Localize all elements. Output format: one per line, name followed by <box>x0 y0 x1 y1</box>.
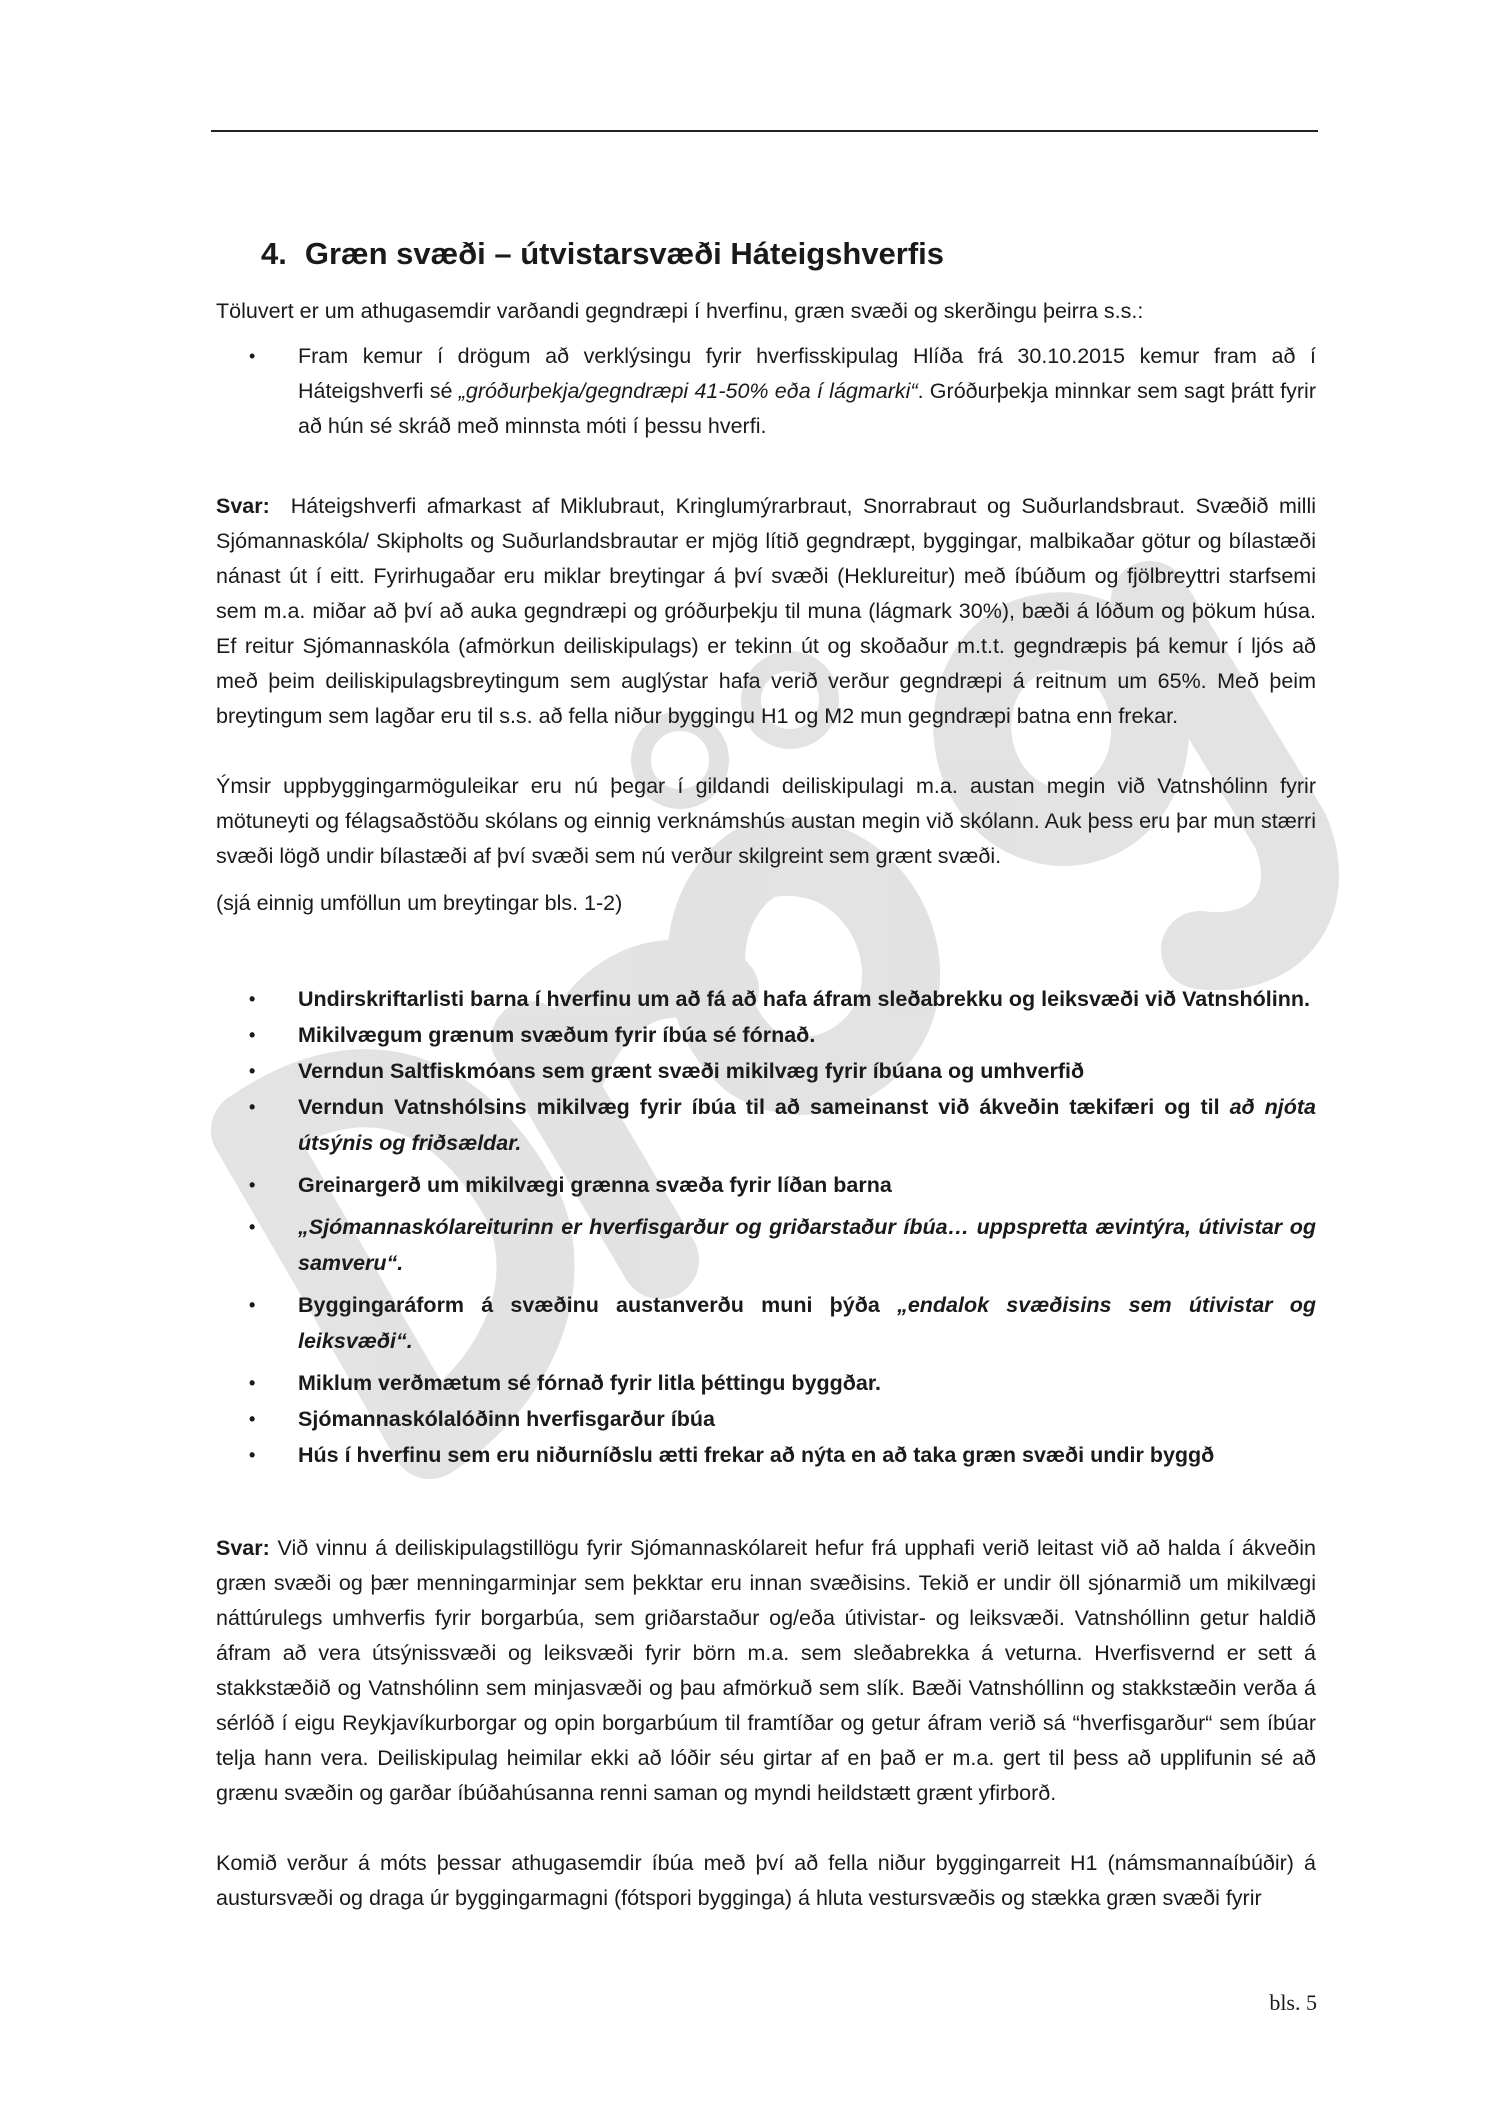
bullet-icon: • <box>249 1025 256 1045</box>
see-also-note: (sjá einnig umföllun um breytingar bls. 1-2) <box>216 891 623 915</box>
list-item: • „Sjómannaskólareiturinn er hverfisgarður og griðarstaður íbúa… uppspretta ævintýra, útivistar og samveru“. <box>216 1209 1316 1281</box>
list-item: • Greinargerð um mikilvægi grænna svæða fyrir líðan barna <box>216 1167 1316 1203</box>
bullet-icon: • <box>249 1295 256 1315</box>
list-item: • Verndun Saltfiskmóans sem grænt svæði mikilvæg fyrir íbúana og umhverfið <box>216 1053 1316 1089</box>
bullet-icon: • <box>249 1097 256 1117</box>
answer-label: Svar: <box>216 494 270 518</box>
quoted-text: „gróðurþekja/gegndræpi 41-50% eða í lágmarki“ <box>458 379 918 403</box>
list-item: • Verndun Vatnshólsins mikilvæg fyrir íbúa til að sameinanst við ákveðin tækifæri og til að njóta útsýnis og friðsældar. <box>216 1089 1316 1161</box>
list-item: • Hús í hverfinu sem eru niðurníðslu ætti frekar að nýta en að taka græn svæði undir byggð <box>216 1437 1316 1473</box>
bullet-icon: • <box>249 1175 256 1195</box>
bullet-icon: • <box>249 1409 256 1429</box>
bullet-icon: • <box>249 1445 256 1465</box>
answer-paragraph-1: Svar: Háteigshverfi afmarkast af Miklubraut, Kringlumýrarbraut, Snorrabraut og Suðurlandsbraut. Svæðið milli Sjómannaskóla/ Skipholts og Suðurlandsbrautar er mjög lítið gegndræpt, byggingar, malbikaðar götur og bílastæði nánast út í eitt. Fyrirhugaðar eru miklar breytingar á því svæði (Heklureitur) með íbúðum og fjölbreyttri starfsemi sem m.a. miðar að því að auka gegndræpi og gróðurþekju til muna (lágmark 30%), bæði á lóðum og þökum húsa. Ef reitur Sjómannaskóla (afmörkun deiliskipulags) er tekinn út og skoðaður m.t.t. gegndræpis þá kemur í ljós að með þeim deiliskipulagsbreytingum sem auglýstar hafa verið verður gegndræpi á reitnum um 65%. Með þeim breytingum sem lagðar eru til s.s. að fella niður byggingu H1 og M2 mun gegndræpi batna enn frekar. <box>216 494 1316 728</box>
document-body <box>216 232 1316 1916</box>
paragraph: Komið verður á móts þessar athugasemdir íbúa með því að fella niður byggingarreit H1 (námsmannaíbúðir) á austursvæði og draga úr byggingarmagni (fótspori bygginga) á hluta vestursvæðis og stækka græn svæði fyrir <box>216 1851 1316 1910</box>
answer-paragraph-2: Svar: Við vinnu á deiliskipulagstillögu fyrir Sjómannaskólareit hefur frá upphafi verið leitast við að halda í ákveðin græn svæði og þær menningarminjar sem þekktar eru innan svæðisins. Tekið er undir öll sjónarmið um mikilvægi náttúrulegs umhverfis fyrir borgarbúa, sem griðarstaður og/eða útivistar- og leiksvæði. Vatnshóllinn getur haldið áfram að vera útsýnissvæði og leiksvæði fyrir börn m.a. sem sleðabrekka á veturna. Hverfisvernd er sett á stakkstæðið og Vatnshólinn sem minjasvæði og þau afmörkuð sem slík. Bæði Vatnshóllinn og stakkstæðin verða á sérlóð í eigu Reykjavíkurborgar og opin borgarbúum til framtíðar og getur áfram verið sá “hverfisgarður“ sem íbúar telja hann vera. Deiliskipulag heimilar ekki að lóðir séu girtar af en það er m.a. gert til þess að upplifunin sé að grænu svæðin og garðar íbúðahúsanna renni saman og myndi heildstætt grænt yfirborð. <box>216 1536 1316 1805</box>
list-item: • Sjómannaskólalóðinn hverfisgarður íbúa <box>216 1401 1316 1437</box>
section-number: 4. <box>261 236 287 271</box>
list-item: • Byggingaráform á svæðinu austanverðu muni þýða „endalok svæðisins sem útivistar og leiksvæði“. <box>216 1287 1316 1359</box>
bullet-icon: • <box>249 346 256 366</box>
paragraph: Ýmsir uppbyggingarmöguleikar eru nú þegar í gildandi deiliskipulagi m.a. austan megin við Vatnshólinn fyrir mötuneyti og félagsaðstöðu skólans og einnig verknámshús austan megin við skólann. Auk þess eru þar mun stærri svæði lögð undir bílastæði af því svæði sem nú verður skilgreint sem grænt svæði. <box>216 774 1316 868</box>
page-number: bls. 5 <box>1269 1990 1317 2015</box>
bullet-icon: • <box>249 1373 256 1393</box>
intro-paragraph: Töluvert er um athugasemdir varðandi gegndræpi í hverfinu, græn svæði og skerðingu þeirra s.s.: <box>216 299 1144 323</box>
list-item: • Miklum verðmætum sé fórnað fyrir litla þéttingu byggðar. <box>216 1365 1316 1401</box>
comment-list-1 <box>216 339 1316 444</box>
bullet-icon: • <box>249 1217 256 1237</box>
list-item: • Fram kemur í drögum að verklýsingu fyrir hverfisskipulag Hlíða frá 30.10.2015 kemur fram að í Háteigshverfi sé „gróðurþekja/gegndræpi 41-50% eða í lágmarki“. Gróðurþekja minnkar sem sagt þrátt fyrir að hún sé skráð með minnsta móti í þessu hverfi. <box>216 339 1316 444</box>
list-item: • Mikilvægum grænum svæðum fyrir íbúa sé fórnað. <box>216 1017 1316 1053</box>
section-heading <box>261 232 1316 276</box>
bullet-icon: • <box>249 1061 256 1081</box>
comment-list-2 <box>216 981 1316 1473</box>
section-title: Græn svæði – útvistarsvæði Háteigshverfis <box>304 236 945 271</box>
bullet-icon: • <box>249 989 256 1009</box>
header-rule <box>211 130 1318 132</box>
answer-label: Svar: <box>216 1536 270 1560</box>
list-item: • Undirskriftarlisti barna í hverfinu um að fá að hafa áfram sleðabrekku og leiksvæði við Vatnshólinn. <box>216 981 1316 1017</box>
